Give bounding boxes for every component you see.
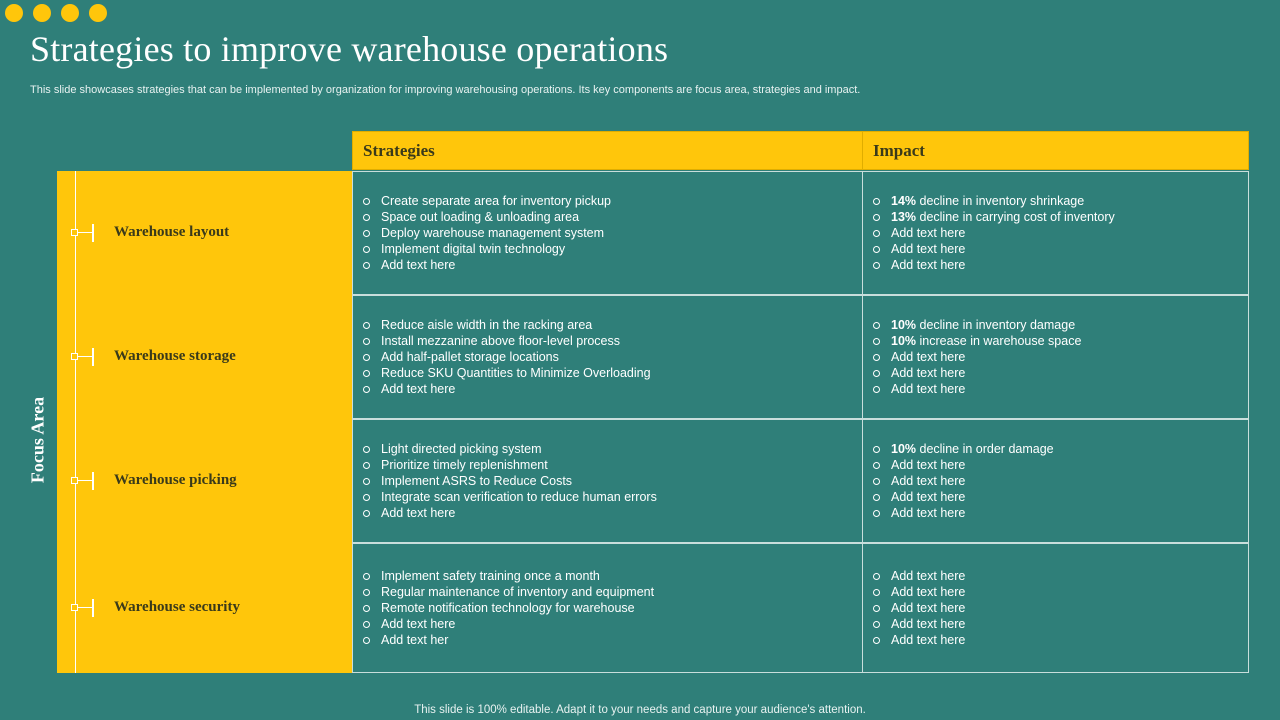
list-item: Remote notification technology for warehouse <box>361 600 654 616</box>
impact-text: decline in carrying cost of inventory <box>916 210 1115 224</box>
impact-text: Add text here <box>891 242 966 256</box>
impact-text: Add text here <box>891 490 966 504</box>
list-item <box>871 568 965 584</box>
strategies-list <box>353 441 657 521</box>
impact-text: decline in order damage <box>916 442 1054 456</box>
impact-text: Add text here <box>891 350 966 364</box>
impact-text: Add text here <box>891 506 966 520</box>
dot-icon <box>5 4 23 22</box>
impact-cell <box>862 295 1249 419</box>
strategies-list <box>353 317 651 397</box>
list-item <box>871 505 1054 521</box>
list-item: Reduce SKU Quantities to Minimize Overloading <box>361 365 651 381</box>
dot-icon <box>61 4 79 22</box>
impact-list <box>863 193 1115 273</box>
impact-text: Add text here <box>891 585 966 599</box>
impact-cell <box>862 419 1249 543</box>
list-item <box>871 209 1115 225</box>
impact-cell <box>862 171 1249 295</box>
impact-list <box>863 441 1054 521</box>
list-item <box>871 333 1081 349</box>
impact-value: 13% <box>891 210 917 224</box>
strategies-list <box>353 568 654 648</box>
slide-footer: This slide is 100% editable. Adapt it to your needs and capture your audience's attention. <box>414 704 866 716</box>
list-item: Deploy warehouse management system <box>361 225 611 241</box>
list-item <box>871 473 1054 489</box>
timeline-line <box>75 171 76 673</box>
impact-text: decline in inventory damage <box>916 318 1076 332</box>
focus-area-item: Warehouse picking <box>114 472 237 488</box>
impact-text: Add text here <box>891 633 966 647</box>
impact-list <box>863 568 965 648</box>
impact-cell <box>862 543 1249 673</box>
focus-area-item: Warehouse layout <box>114 224 230 240</box>
list-item: Create separate area for inventory pickup <box>361 193 611 209</box>
list-item <box>871 584 965 600</box>
slide-title: Strategies to improve warehouse operations <box>30 29 669 69</box>
list-item: Prioritize timely replenishment <box>361 457 657 473</box>
list-item <box>871 616 965 632</box>
list-item <box>871 489 1054 505</box>
focus-area-item: Warehouse storage <box>114 348 236 364</box>
list-item <box>871 441 1054 457</box>
impact-list <box>863 317 1081 397</box>
impact-value: 10% <box>891 442 917 456</box>
list-item <box>871 241 1115 257</box>
list-item: Install mezzanine above floor-level process <box>361 333 651 349</box>
list-item <box>871 365 1081 381</box>
impact-text: Add text here <box>891 226 966 240</box>
list-item: Implement ASRS to Reduce Costs <box>361 473 657 489</box>
impact-text: Add text here <box>891 474 966 488</box>
list-item <box>871 349 1081 365</box>
list-item <box>871 600 965 616</box>
header-impact: Impact <box>862 131 1249 170</box>
list-item: Add text here <box>361 381 651 397</box>
row-marker-icon <box>71 599 95 617</box>
list-item: Implement safety training once a month <box>361 568 654 584</box>
focus-area-band <box>57 171 352 673</box>
impact-value: 10% <box>891 334 917 348</box>
impact-text: Add text here <box>891 258 966 272</box>
slide-subtitle: This slide showcases strategies that can be implemented by organization for improving warehousing operations. Its key components are focus area, strategies and impact. <box>30 84 861 96</box>
strategies-cell <box>352 419 863 543</box>
row-marker-icon <box>71 348 95 366</box>
impact-value: 10% <box>891 318 917 332</box>
list-item <box>871 457 1054 473</box>
impact-text: increase in warehouse space <box>916 334 1082 348</box>
list-item <box>871 257 1115 273</box>
list-item: Reduce aisle width in the racking area <box>361 317 651 333</box>
list-item: Regular maintenance of inventory and equipment <box>361 584 654 600</box>
impact-text: Add text here <box>891 382 966 396</box>
focus-area-item: Warehouse security <box>114 599 240 615</box>
list-item: Add text here <box>361 616 654 632</box>
impact-value: 14% <box>891 194 917 208</box>
strategies-cell <box>352 171 863 295</box>
impact-text: decline in inventory shrinkage <box>916 194 1085 208</box>
list-item: Add text here <box>361 257 611 273</box>
header-strategies: Strategies <box>352 131 863 170</box>
list-item: Integrate scan verification to reduce human errors <box>361 489 657 505</box>
list-item <box>871 381 1081 397</box>
list-item: Add half-pallet storage locations <box>361 349 651 365</box>
list-item: Light directed picking system <box>361 441 657 457</box>
list-item <box>871 632 965 648</box>
list-item <box>871 317 1081 333</box>
list-item <box>871 193 1115 209</box>
list-item <box>871 225 1115 241</box>
list-item: Space out loading & unloading area <box>361 209 611 225</box>
impact-text: Add text here <box>891 601 966 615</box>
list-item: Add text her <box>361 632 654 648</box>
strategies-cell <box>352 543 863 673</box>
impact-text: Add text here <box>891 458 966 472</box>
list-item: Add text here <box>361 505 657 521</box>
strategies-list <box>353 193 611 273</box>
list-item: Implement digital twin technology <box>361 241 611 257</box>
decorative-dots <box>5 4 107 22</box>
dot-icon <box>89 4 107 22</box>
impact-text: Add text here <box>891 569 966 583</box>
impact-text: Add text here <box>891 617 966 631</box>
focus-area-label: Focus Area <box>27 396 48 484</box>
impact-text: Add text here <box>891 366 966 380</box>
row-marker-icon <box>71 224 95 242</box>
dot-icon <box>33 4 51 22</box>
row-marker-icon <box>71 472 95 490</box>
strategies-cell <box>352 295 863 419</box>
